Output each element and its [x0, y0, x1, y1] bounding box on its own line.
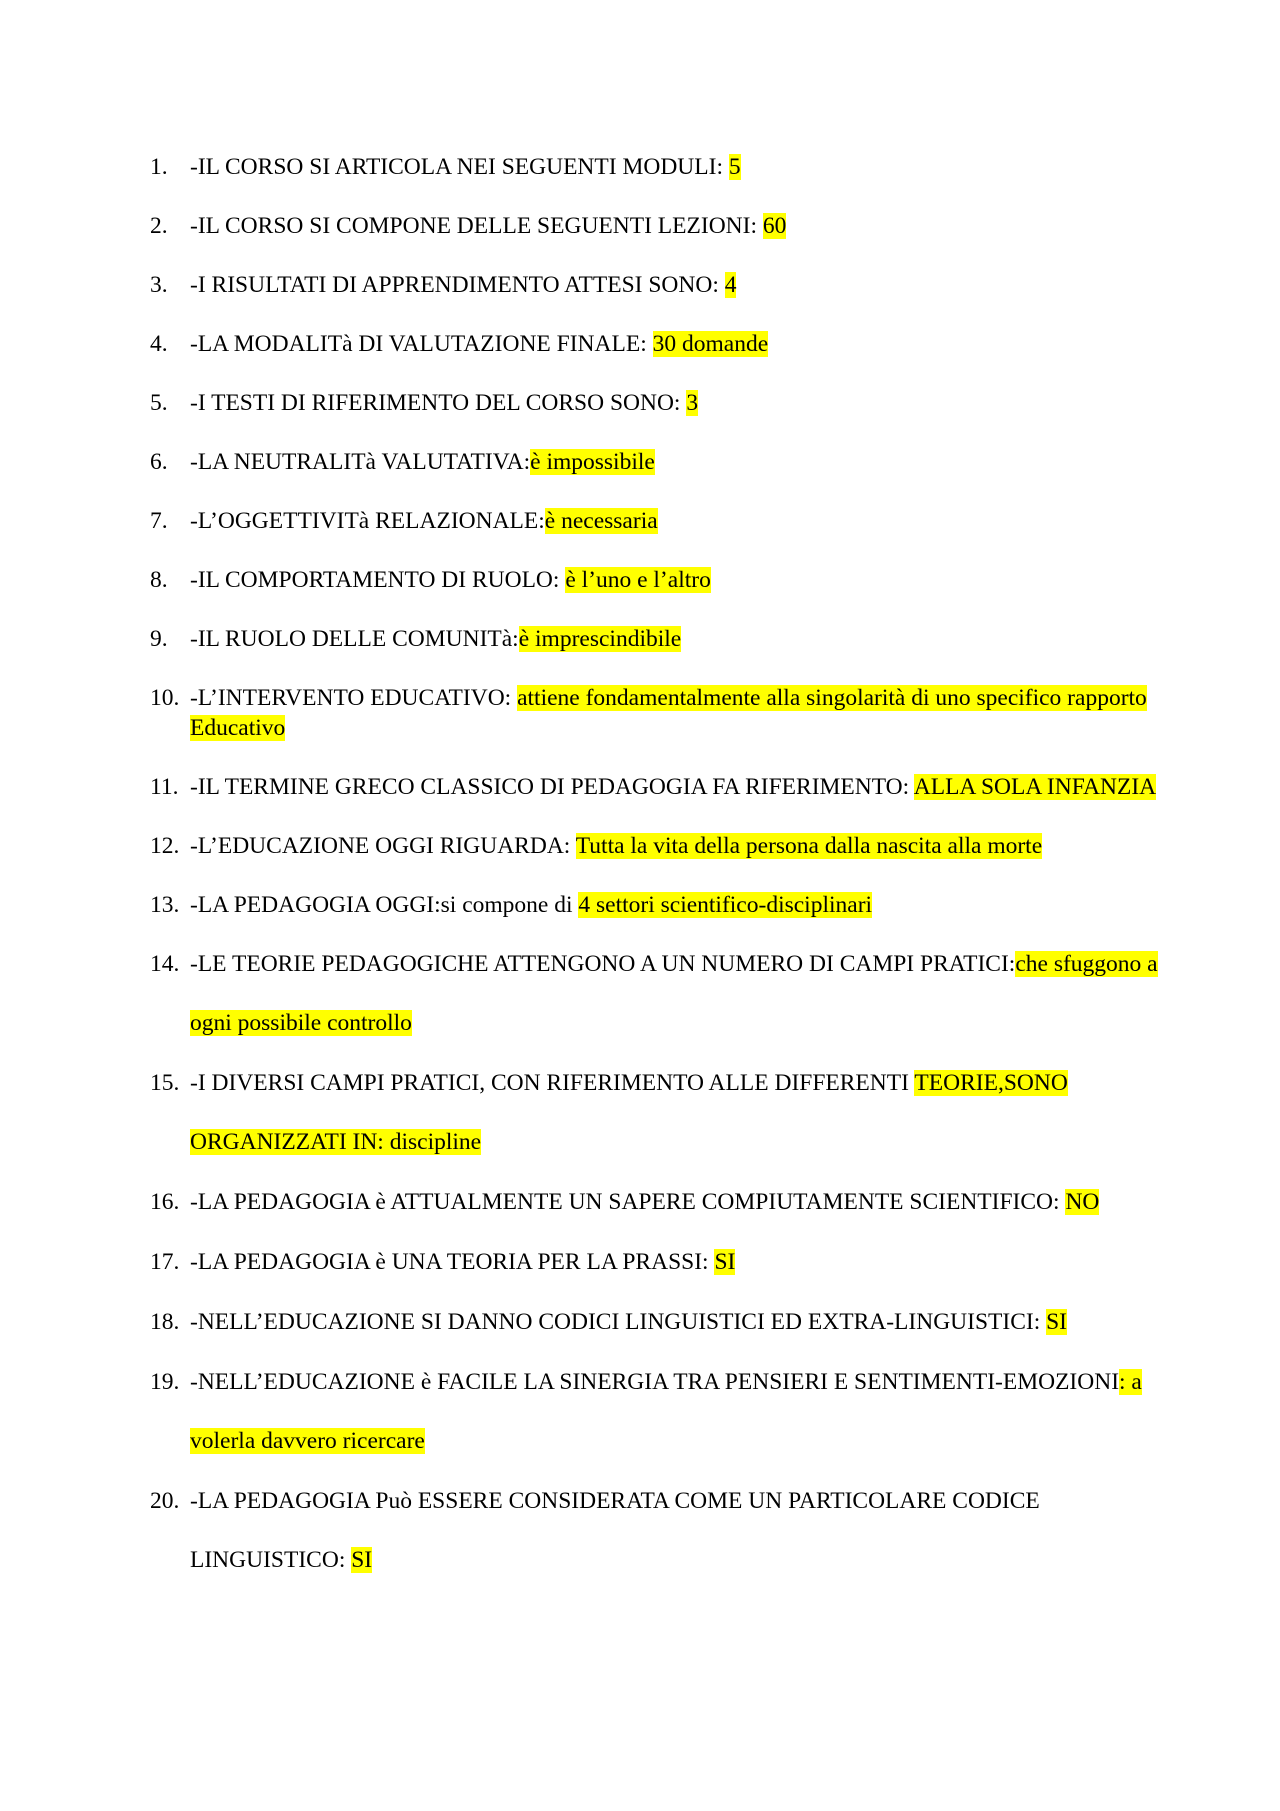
list-item	[150, 1054, 1160, 1172]
list-item	[150, 329, 1160, 359]
list-item	[150, 772, 1160, 802]
list-item	[150, 506, 1160, 536]
item-question: -L’EDUCAZIONE OGGI RIGUARDA:	[190, 833, 576, 859]
list-item	[150, 624, 1160, 654]
item-answer: NO	[1065, 1189, 1100, 1215]
item-number: 5.	[150, 390, 168, 416]
item-answer: 3	[686, 390, 699, 416]
item-number: 1.	[150, 154, 168, 180]
item-number: 7.	[150, 508, 168, 534]
item-number: 19.	[150, 1369, 180, 1395]
list-item	[150, 935, 1160, 1053]
item-number: 20.	[150, 1488, 180, 1514]
item-question: -L’OGGETTIVITà RELAZIONALE:	[190, 508, 545, 534]
item-question: -IL RUOLO DELLE COMUNITà:	[190, 626, 519, 652]
item-question: -I TESTI DI RIFERIMENTO DEL CORSO SONO:	[190, 390, 687, 416]
item-answer: è l’uno e l’altro	[565, 567, 711, 593]
item-answer: è impossibile	[530, 449, 655, 475]
item-number: 2.	[150, 213, 168, 239]
item-question: -LA PEDAGOGIA OGGI:si compone di	[190, 892, 579, 918]
item-question: -LE TEORIE PEDAGOGICHE ATTENGONO A UN NUMERO DI CAMPI PRATICI:	[190, 951, 1016, 977]
list-item	[150, 270, 1160, 300]
item-answer: 4 settori scientifico-disciplinari	[578, 892, 873, 918]
item-number: 10.	[150, 685, 180, 711]
item-answer: 30 domande	[652, 331, 769, 357]
item-number: 11.	[150, 774, 179, 800]
item-answer: : a volerla davvero ricercare	[190, 1369, 1142, 1454]
list-item	[150, 1233, 1160, 1292]
item-question: -LA PEDAGOGIA è UNA TEORIA PER LA PRASSI:	[190, 1249, 715, 1275]
item-question: -IL TERMINE GRECO CLASSICO DI PEDAGOGIA FA RIFERIMENTO:	[190, 774, 914, 800]
item-question: -LA PEDAGOGIA Può ESSERE CONSIDERATA COME UN PARTICOLARE CODICE LINGUISTICO:	[190, 1488, 1040, 1573]
item-answer: SI	[714, 1249, 736, 1275]
list-item	[150, 1293, 1160, 1352]
item-answer: 5	[728, 154, 741, 180]
item-answer: è necessaria	[544, 508, 658, 534]
item-number: 8.	[150, 567, 168, 593]
item-number: 6.	[150, 449, 168, 475]
item-question: -LA NEUTRALITà VALUTATIVA:	[190, 449, 531, 475]
item-number: 13.	[150, 892, 180, 918]
item-number: 9.	[150, 626, 168, 652]
item-question: -LA PEDAGOGIA è ATTUALMENTE UN SAPERE COMPIUTAMENTE SCIENTIFICO:	[190, 1189, 1066, 1215]
item-answer: Tutta la vita della persona dalla nascita alla morte	[575, 833, 1043, 859]
item-question: -LA MODALITà DI VALUTAZIONE FINALE:	[190, 331, 653, 357]
list-item	[150, 152, 1160, 182]
item-number: 18.	[150, 1309, 180, 1335]
item-question: -I DIVERSI CAMPI PRATICI, CON RIFERIMENTO ALLE DIFFERENTI	[190, 1070, 915, 1096]
item-answer: SI	[351, 1547, 373, 1573]
item-answer: ALLA SOLA INFANZIA	[913, 774, 1157, 800]
item-answer: che sfuggono a ogni possibile controllo	[190, 951, 1158, 1036]
item-answer: 4	[724, 272, 737, 298]
item-answer: 60	[762, 213, 787, 239]
item-number: 4.	[150, 331, 168, 357]
list-item	[150, 831, 1160, 861]
list-item	[150, 1173, 1160, 1232]
item-number: 14.	[150, 951, 180, 977]
item-number: 12.	[150, 833, 180, 859]
list-item	[150, 447, 1160, 477]
item-answer: TEORIE,SONO ORGANIZZATI IN: discipline	[190, 1070, 1068, 1155]
item-question: -NELL’EDUCAZIONE SI DANNO CODICI LINGUISTICI ED EXTRA-LINGUISTICI:	[190, 1309, 1047, 1335]
item-answer: SI	[1046, 1309, 1068, 1335]
item-question: -IL CORSO SI COMPONE DELLE SEGUENTI LEZIONI:	[190, 213, 763, 239]
list-item	[150, 890, 1160, 920]
question-list	[150, 152, 1160, 1605]
item-number: 15.	[150, 1070, 180, 1096]
item-question: -I RISULTATI DI APPRENDIMENTO ATTESI SONO:	[190, 272, 725, 298]
item-number: 16.	[150, 1189, 180, 1215]
item-question: -IL COMPORTAMENTO DI RUOLO:	[190, 567, 566, 593]
item-answer: attiene fondamentalmente alla singolarità di uno specifico rapporto Educativo	[190, 685, 1147, 741]
item-question: -NELL’EDUCAZIONE è FACILE LA SINERGIA TRA PENSIERI E SENTIMENTI-EMOZIONI	[190, 1369, 1120, 1395]
list-item	[150, 1472, 1160, 1590]
list-item	[150, 388, 1160, 418]
item-answer: è imprescindibile	[518, 626, 682, 652]
list-item	[150, 211, 1160, 241]
list-item	[150, 683, 1160, 743]
item-number: 17.	[150, 1249, 180, 1275]
list-item	[150, 1353, 1160, 1471]
item-question: -IL CORSO SI ARTICOLA NEI SEGUENTI MODULI:	[190, 154, 729, 180]
item-number: 3.	[150, 272, 168, 298]
list-item	[150, 565, 1160, 595]
item-question: -L’INTERVENTO EDUCATIVO:	[190, 685, 518, 711]
